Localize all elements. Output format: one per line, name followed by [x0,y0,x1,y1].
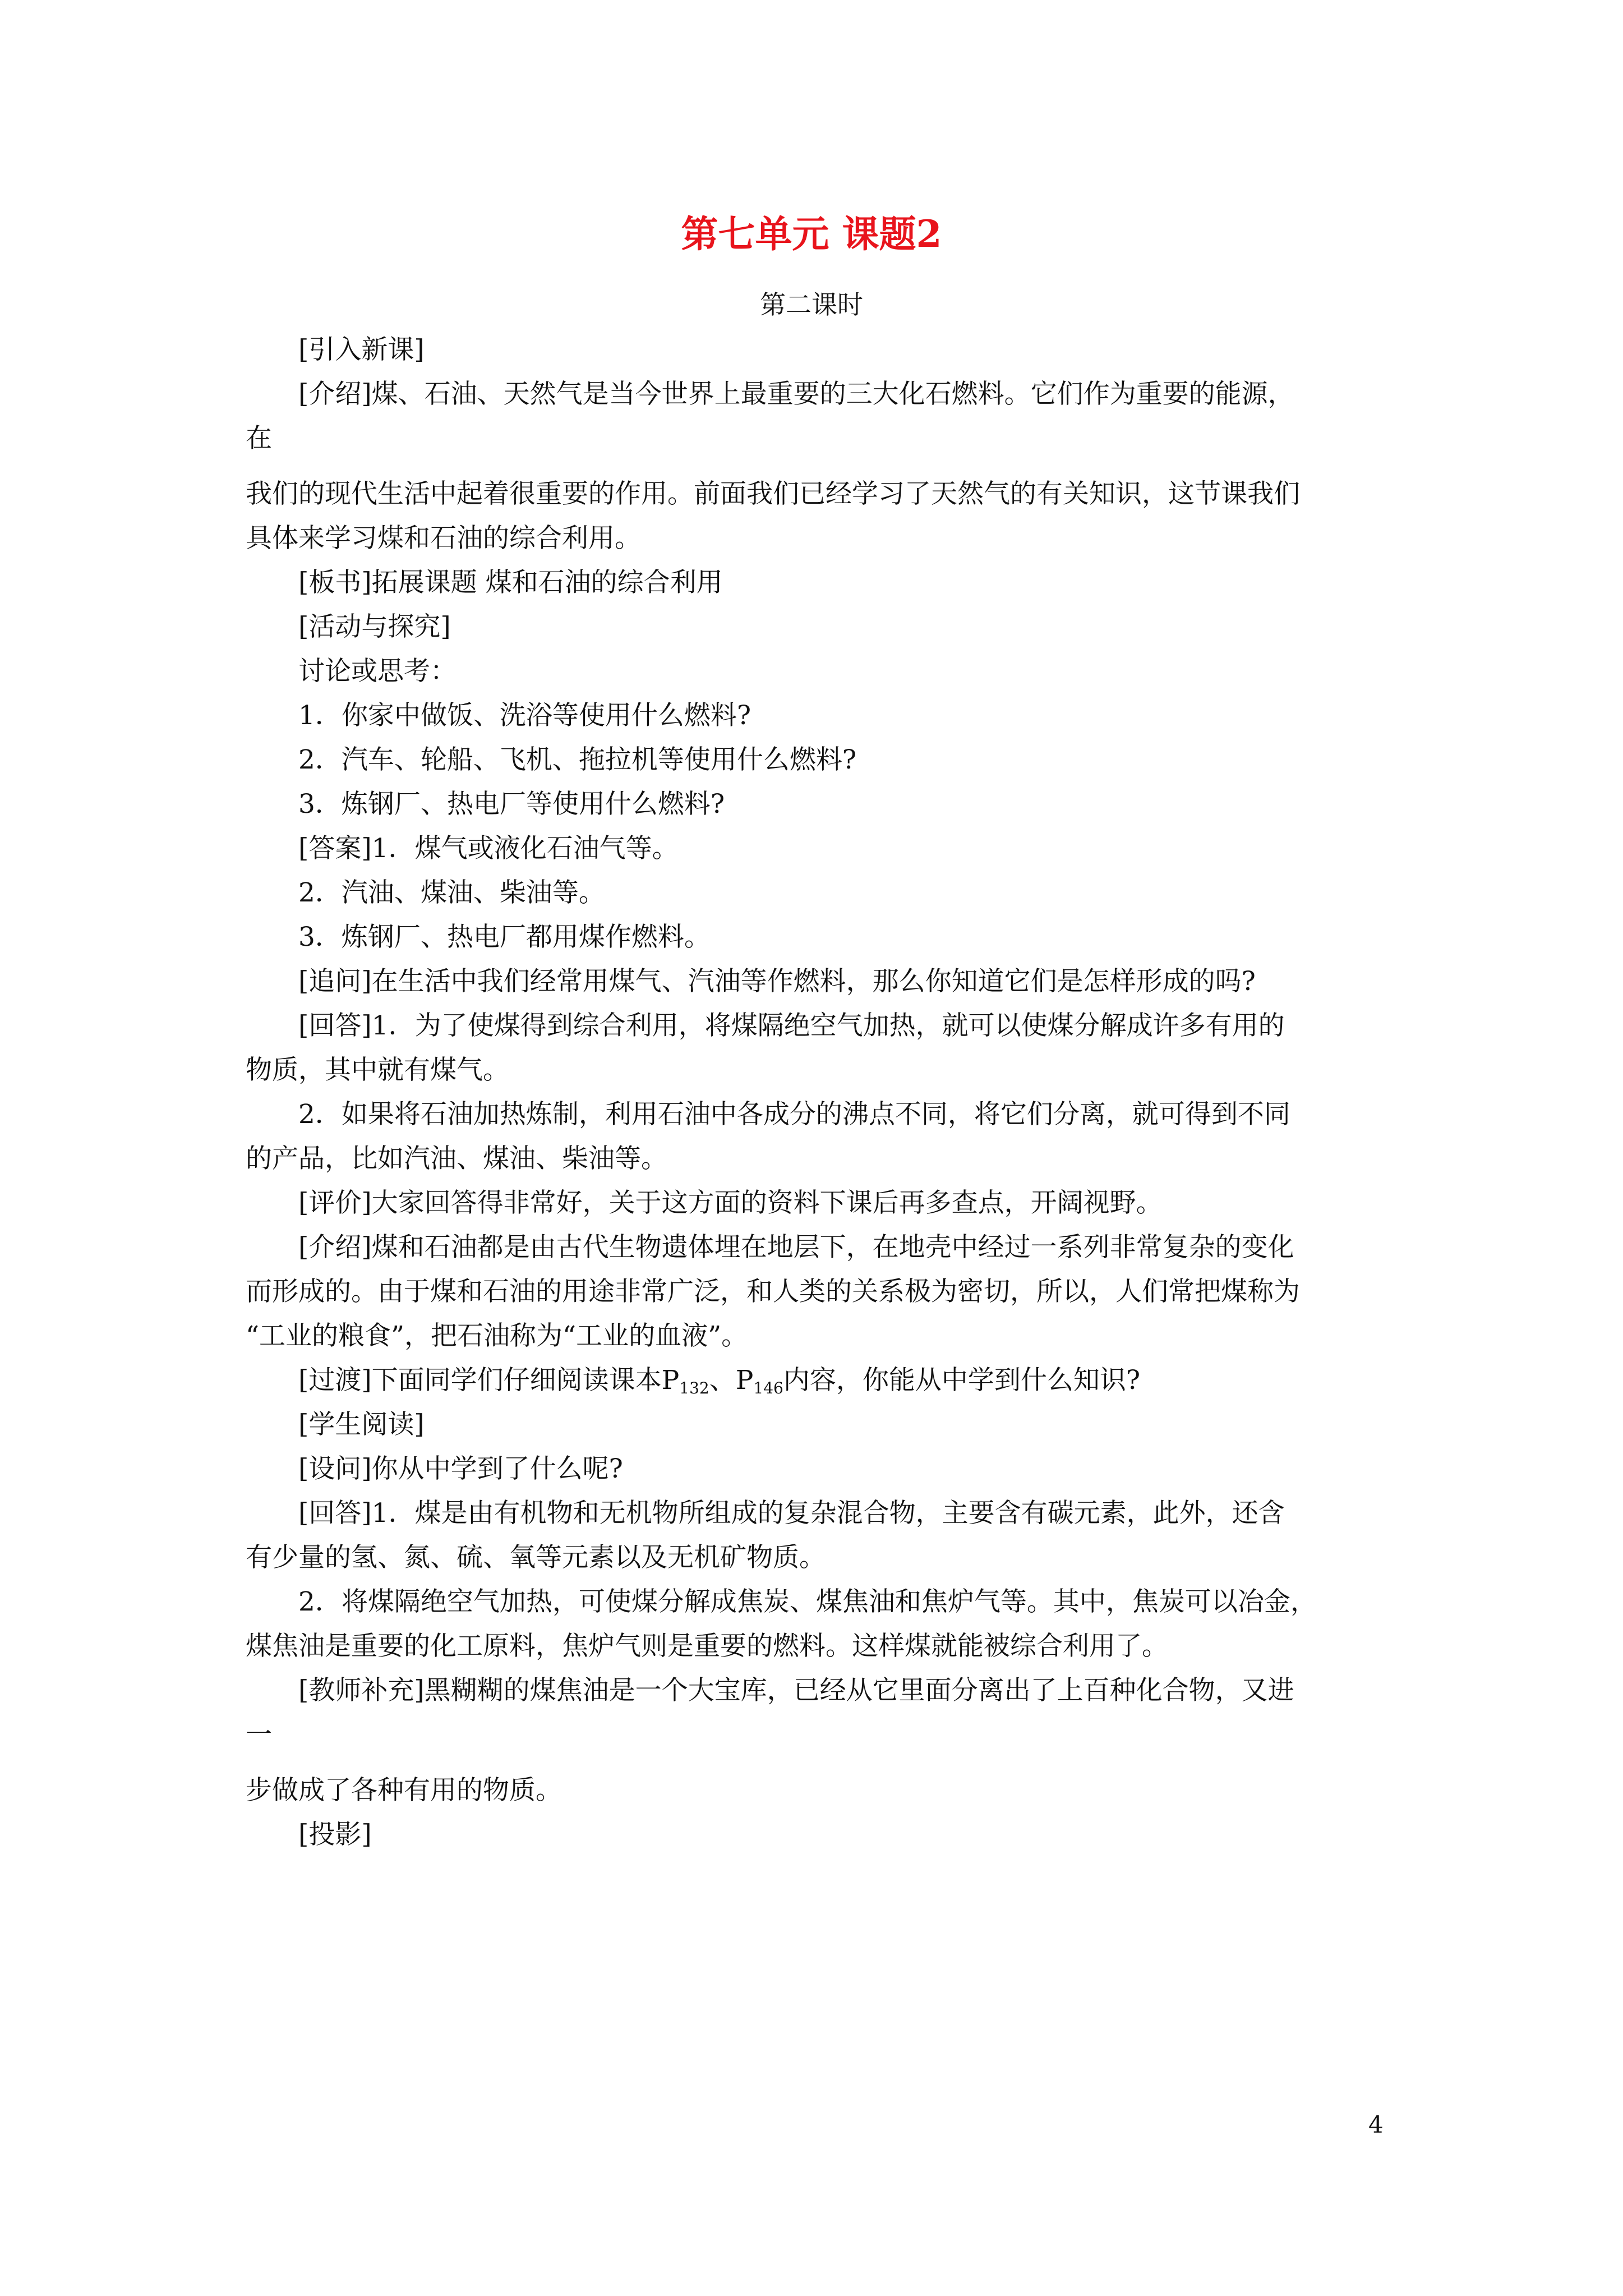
paragraph-line: 具体来学习煤和石油的综合利用。 [246,523,641,554]
paragraph-line: [投影] [298,1819,372,1850]
paragraph-line: 物质，其中就有煤气。 [246,1055,509,1085]
paragraph-line: 步做成了各种有用的物质。 [246,1775,562,1806]
transition-line [246,1358,1395,1402]
paragraph-line: [学生阅读] [298,1409,425,1440]
paragraph-line: 2．汽油、煤油、柴油等。 [298,877,605,908]
paragraph-line: [回答]1．煤是由有机物和无机物所组成的复杂混合物，主要含有碳元素，此外，还含 [298,1498,1285,1529]
page-number: 4 [1368,2111,1384,2138]
paragraph-line: “工业的粮食”，把石油称为“工业的血液”。 [246,1320,748,1351]
paragraph-line: 3．炼钢厂、热电厂都用煤作燃料。 [298,922,711,953]
paragraph-line: [教师补充]黑糊糊的煤焦油是一个大宝库，已经从它里面分离出了上百种化合物，又进 [298,1675,1294,1706]
page-ref-146: 146 [753,1379,783,1397]
paragraph-line: [设问]你从中学到了什么呢? [298,1453,623,1484]
paragraph-line: 讨论或思考： [298,656,457,687]
document-body [246,328,1395,1857]
transition-suffix: 内容，你能从中学到什么知识? [783,1365,1141,1396]
paragraph-line: 1．你家中做饭、洗浴等使用什么燃料? [298,700,751,731]
transition-middle: 、P [709,1365,754,1396]
paragraph-line: 有少量的氢、氮、硫、氧等元素以及无机矿物质。 [246,1542,826,1573]
paragraph-line: [回答]1．为了使煤得到综合利用，将煤隔绝空气加热，就可以使煤分解成许多有用的 [298,1010,1285,1041]
paragraph-line: 在 [246,423,272,454]
page-ref-132: 132 [679,1379,709,1397]
paragraph-line: [引入新课] [298,334,425,365]
paragraph-line: 而形成的。由于煤和石油的用途非常广泛，和人类的关系极为密切，所以，人们常把煤称为 [246,1276,1300,1307]
paragraph-line: [追问]在生活中我们经常用煤气、汽油等作燃料，那么你知道它们是怎样形成的吗? [298,966,1256,997]
paragraph-line: [介绍]煤和石油都是由古代生物遗体埋在地层下，在地壳中经过一系列非常复杂的变化 [298,1232,1294,1263]
paragraph-line: 2．将煤隔绝空气加热，可使煤分解成焦炭、煤焦油和焦炉气等。其中，焦炭可以冶金， [298,1586,1317,1617]
paragraph-line: 我们的现代生活中起着很重要的作用。前面我们已经学习了天然气的有关知识，这节课我们 [246,478,1300,509]
paragraph-line: 2．如果将石油加热炼制，利用石油中各成分的沸点不同，将它们分离，就可得到不同 [298,1099,1290,1130]
paragraph-line: 煤焦油是重要的化工原料，焦炉气则是重要的燃料。这样煤就能被综合利用了。 [246,1631,1168,1662]
paragraph-line: 3．炼钢厂、热电厂等使用什么燃料? [298,789,725,820]
transition-prefix: [过渡]下面同学们仔细阅读课本P [298,1365,680,1396]
paragraph-line: 一 [246,1719,272,1750]
paragraph-line: [活动与探究] [298,611,451,642]
paragraph-line: [板书]拓展课题 煤和石油的综合利用 [298,567,723,598]
paragraph-line: 的产品，比如汽油、煤油、柴油等。 [246,1143,667,1174]
paragraph-line: [评价]大家回答得非常好，关于这方面的资料下课后再多查点，开阔视野。 [298,1188,1163,1218]
page-title: 第七单元 课题2 [681,212,942,256]
paragraph-line: [答案]1．煤气或液化石油气等。 [298,833,679,864]
paragraph-line: [介绍]煤、石油、天然气是当今世界上最重要的三大化石燃料。它们作为重要的能源， [298,379,1294,409]
paragraph-line: 2．汽车、轮船、飞机、拖拉机等使用什么燃料? [298,744,857,775]
section-subtitle: 第二课时 [760,289,863,320]
